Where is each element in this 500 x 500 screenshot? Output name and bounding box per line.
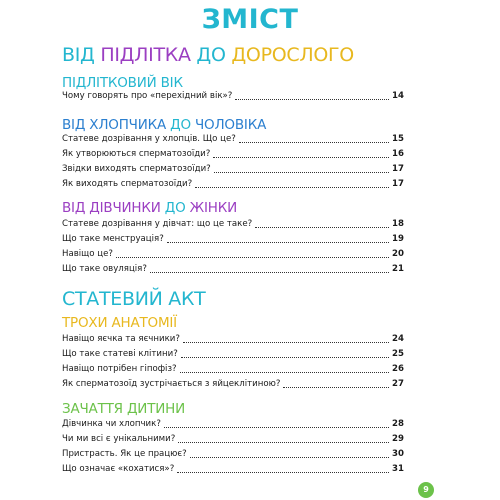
toc-entry-page: 21 [392, 264, 404, 274]
toc-entry-text: Що таке овуляція? [62, 264, 147, 274]
toc-leader-dots [235, 98, 389, 100]
toc-leader-dots [195, 186, 389, 188]
toc-leader-dots [183, 341, 389, 343]
toc-entry-text: Навіщо це? [62, 249, 113, 259]
toc-entry-text: Навіщо яєчка та яєчники? [62, 334, 180, 344]
section-title-word: ЖІНКИ [189, 200, 237, 216]
toc-entry[interactable] [62, 231, 404, 245]
toc-entry-page: 17 [392, 164, 404, 174]
toc-entry-text: Що таке статеві клітини? [62, 349, 178, 359]
toc-entry-page: 19 [392, 234, 404, 244]
toc-entry-page: 28 [392, 419, 404, 429]
toc-entry-page: 29 [392, 434, 404, 444]
toc-leader-dots [150, 271, 389, 273]
toc-entry-text: Статеве дозрівання у дівчат: що це таке? [62, 219, 253, 229]
toc-entry[interactable] [62, 446, 404, 460]
section-title-word: ВІД ДІВЧИНКИ [62, 200, 161, 216]
toc-entry[interactable] [62, 461, 404, 475]
toc-entry-page: 27 [392, 379, 404, 389]
toc-entry-text: Пристрасть. Як це працює? [62, 449, 187, 459]
toc-entry[interactable] [62, 431, 404, 445]
toc-entry-page: 30 [392, 449, 404, 459]
toc-entry-page: 17 [392, 179, 404, 189]
toc-leader-dots [180, 371, 389, 373]
toc-entry-page: 26 [392, 364, 404, 374]
toc-leader-dots [167, 241, 389, 243]
toc-entry[interactable] [62, 246, 404, 260]
toc-entry-text: Як виходять сперматозоїди? [62, 179, 193, 189]
section-title-word: ЧОЛОВІКА [195, 117, 267, 133]
toc-entry-page: 20 [392, 249, 404, 259]
toc-leader-dots [214, 171, 389, 173]
section-title [62, 200, 237, 216]
toc-leader-dots [213, 156, 389, 158]
toc-entry-text: Статеве дозрівання у хлопців. Що це? [62, 134, 236, 144]
part-heading-1 [62, 44, 354, 66]
toc-leader-dots [283, 386, 389, 388]
part-heading-word: ВІД [62, 44, 95, 66]
toc-entry-text: Звідки виходять сперматозоїди? [62, 164, 211, 174]
section-title: ТРОХИ АНАТОМІЇ [62, 315, 177, 331]
part-heading-word: ПІДЛІТКА [100, 44, 191, 66]
toc-entry-page: 15 [392, 134, 404, 144]
toc-entry-page: 18 [392, 219, 404, 229]
toc-entry-page: 16 [392, 149, 404, 159]
toc-entry-text: Що таке менструація? [62, 234, 164, 244]
toc-entry-text: Як сперматозоїд зустрічається з яйцеклітиною? [62, 379, 281, 389]
toc-entry[interactable] [62, 146, 404, 160]
section-title: ЗАЧАТТЯ ДИТИНИ [62, 401, 185, 417]
page-number-badge: 9 [418, 482, 434, 498]
toc-leader-dots [255, 226, 389, 228]
section-title-word: ВІД ХЛОПЧИКА [62, 117, 167, 133]
toc-entry-text: Навіщо потрібен гіпофіз? [62, 364, 177, 374]
part-heading-word: ДО [196, 44, 226, 66]
toc-entry-text: Чому говорять про «перехідний вік»? [62, 91, 233, 101]
toc-leader-dots [239, 141, 389, 143]
toc-entry[interactable] [62, 216, 404, 230]
toc-leader-dots [177, 471, 389, 473]
toc-leader-dots [181, 356, 389, 358]
toc-entry[interactable] [62, 131, 404, 145]
toc-entry-text: Що означає «кохатися»? [62, 464, 175, 474]
toc-entry-page: 14 [392, 91, 404, 101]
toc-entry[interactable] [62, 261, 404, 275]
toc-entry[interactable] [62, 331, 404, 345]
toc-entry-page: 25 [392, 349, 404, 359]
part-heading-2: СТАТЕВИЙ АКТ [62, 288, 206, 310]
section-title: ПІДЛІТКОВИЙ ВІК [62, 75, 183, 91]
toc-entry-text: Чи ми всі є унікальними? [62, 434, 176, 444]
section-title-word: ДО [164, 200, 186, 216]
toc-entry-page: 31 [392, 464, 404, 474]
toc-entry[interactable] [62, 88, 404, 102]
toc-entry[interactable] [62, 361, 404, 375]
toc-entry[interactable] [62, 161, 404, 175]
toc-leader-dots [164, 426, 389, 428]
toc-entry-text: Як утворюються сперматозоїди? [62, 149, 211, 159]
toc-entry[interactable] [62, 346, 404, 360]
section-title-word: ДО [170, 117, 191, 133]
toc-entry-page: 24 [392, 334, 404, 344]
toc-entry[interactable] [62, 416, 404, 430]
toc-entry[interactable] [62, 376, 404, 390]
page-title: ЗМІСТ [201, 4, 299, 35]
toc-leader-dots [178, 441, 389, 443]
toc-leader-dots [190, 456, 389, 458]
toc-entry[interactable] [62, 176, 404, 190]
toc-entry-text: Дівчинка чи хлопчик? [62, 419, 161, 429]
toc-leader-dots [116, 256, 389, 258]
part-heading-word: ДОРОСЛОГО [231, 44, 354, 66]
